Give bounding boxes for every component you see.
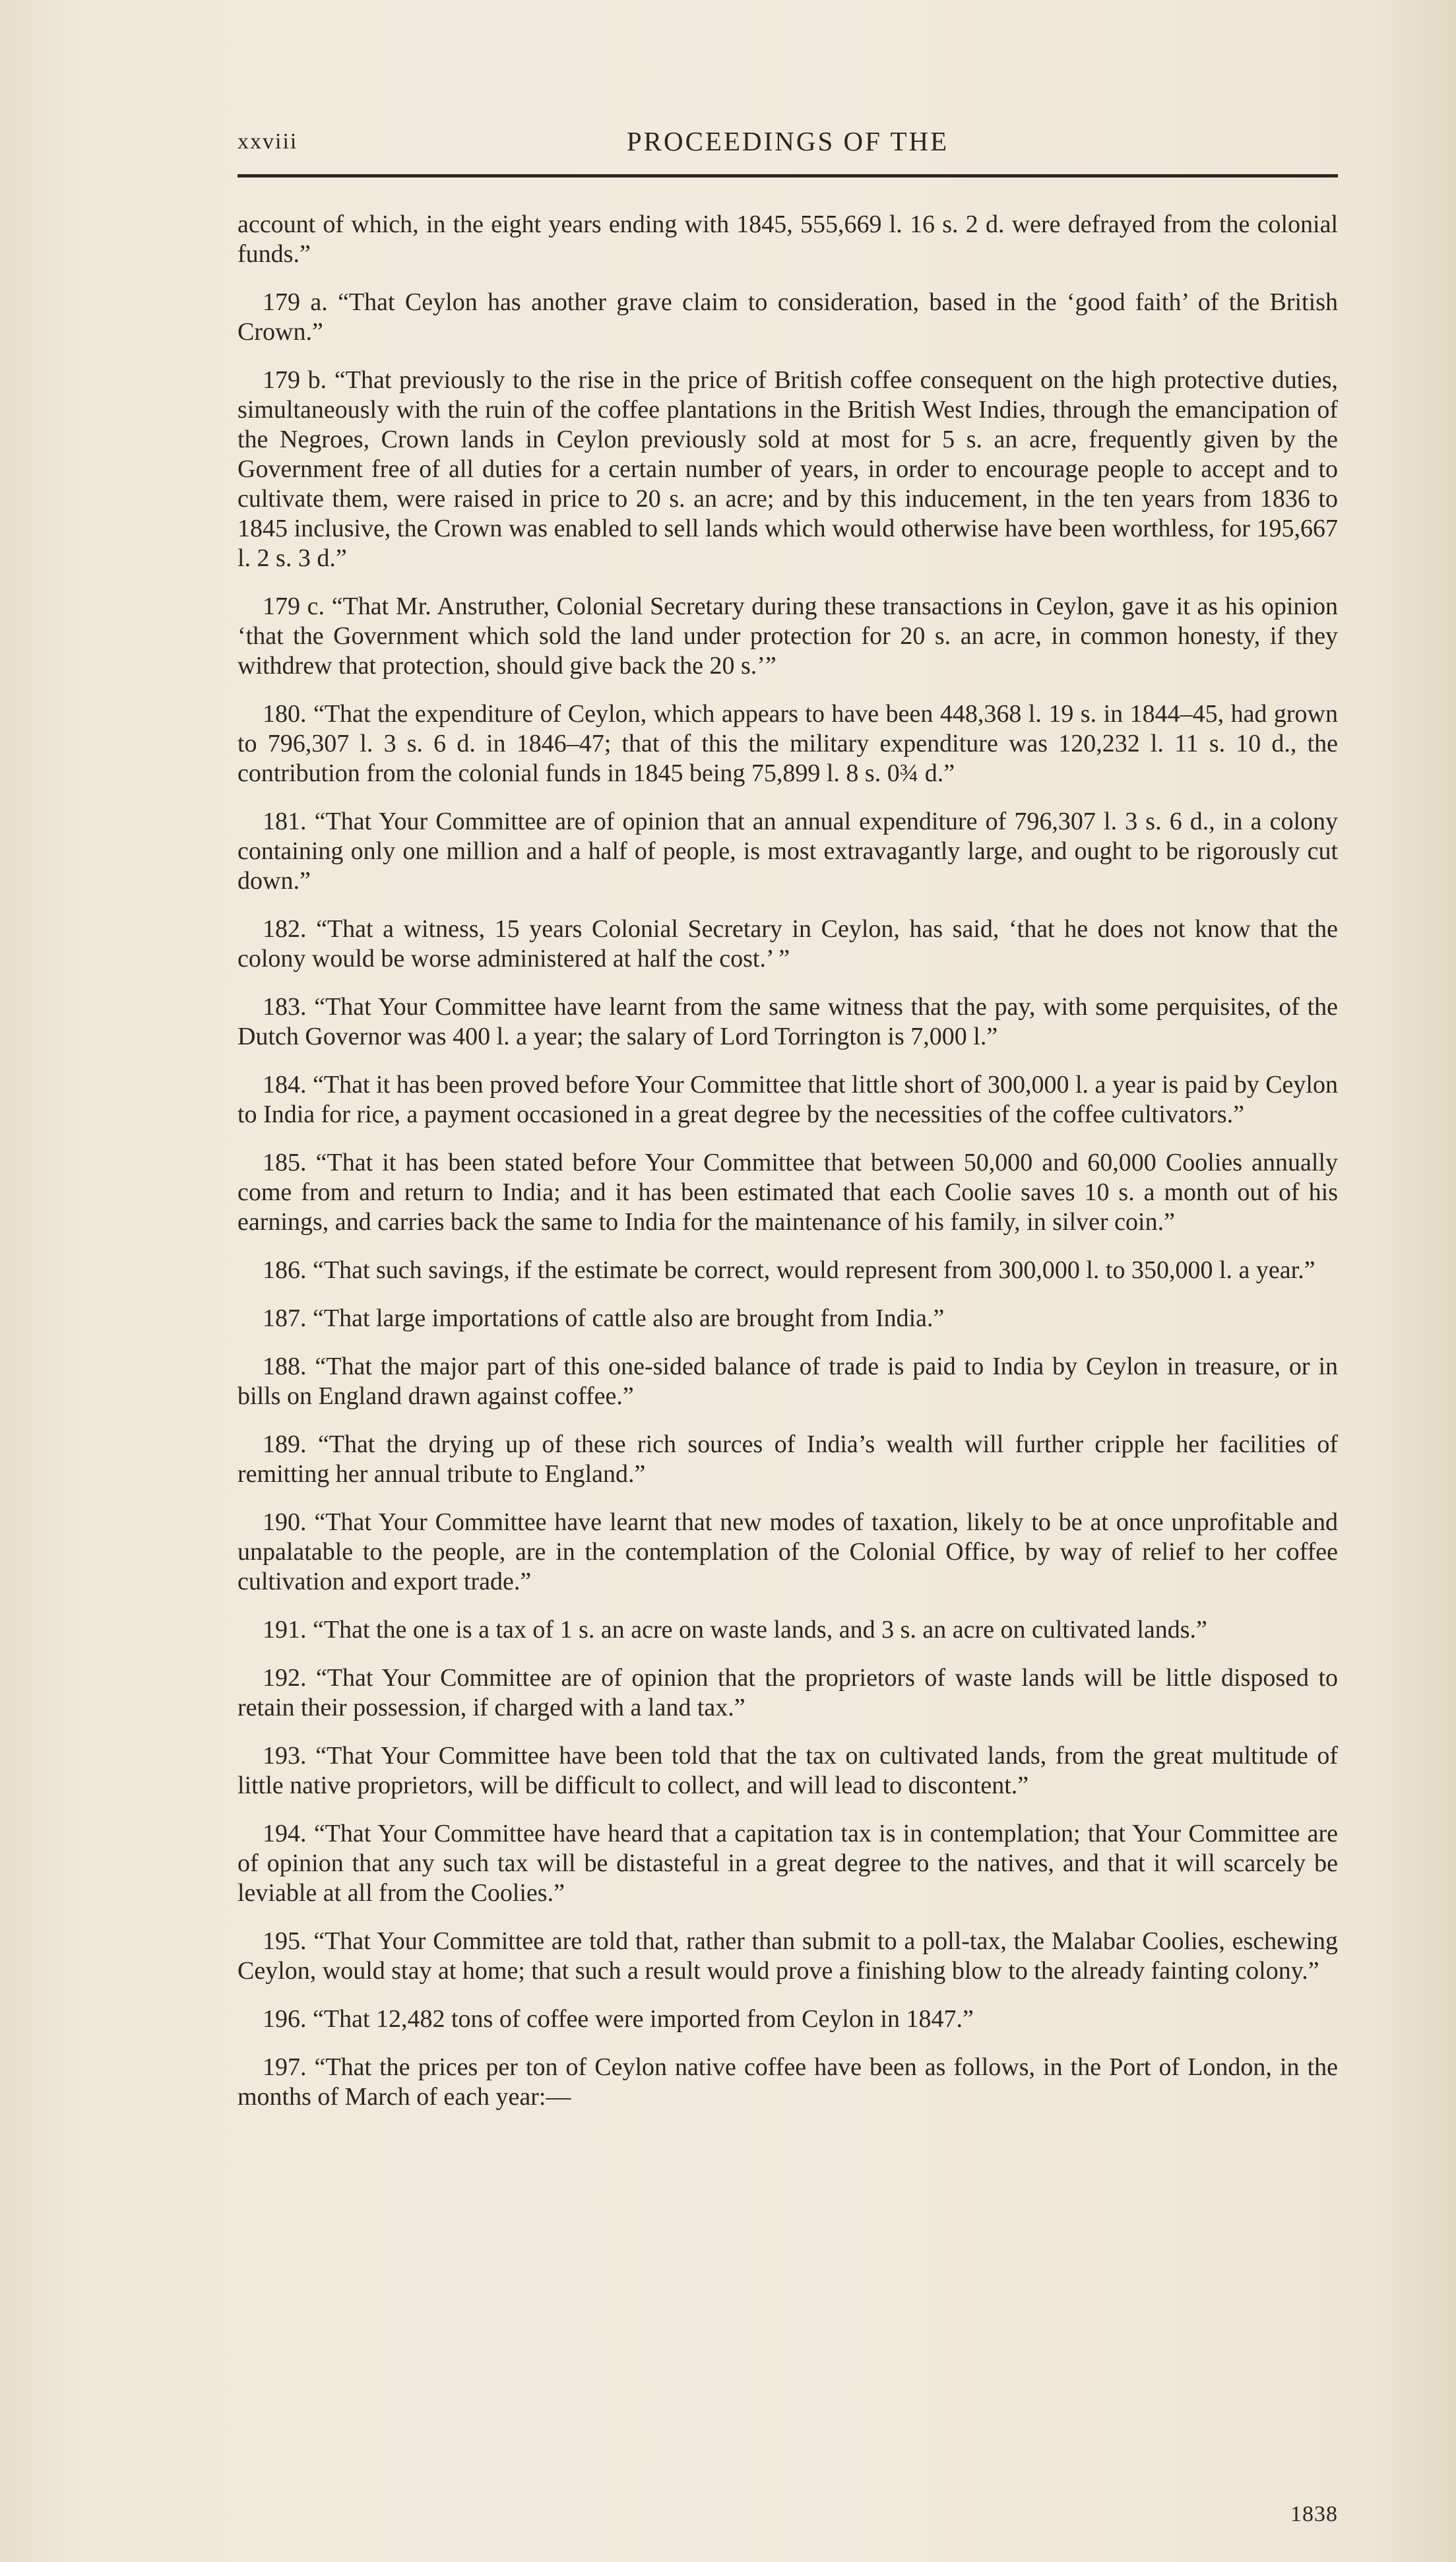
paragraph-194: 194. “That Your Committee have heard that a capitation tax is in contemplation; that Your Committee are of opinion that any such tax will be distasteful in a great degree to the natives, and that it will scarcely be leviable at all from the Coolies.” bbox=[237, 1820, 1338, 1907]
paragraph-180: 180. “That the expenditure of Ceylon, which appears to have been 448,368 l. 19 s. in 1844–45, had grown to 796,307 l. 3 s. 6 d. in 1846–47; that of this the military expenditure was 120,232 l. 11 s. 10 d., the contribution from the colonial funds in 1845 being 75,899 l. 8 s. 0¾ d.” bbox=[237, 700, 1338, 787]
paragraph-193: 193. “That Your Committee have been told that the tax on cultivated lands, from the great multitude of little native proprietors, will be difficult to collect, and will lead to discontent.” bbox=[237, 1742, 1338, 1799]
page-number: xxviii bbox=[237, 129, 298, 154]
running-head: PROCEEDINGS OF THE bbox=[626, 126, 949, 156]
paragraph-196: 196. “That 12,482 tons of coffee were imported from Ceylon in 1847.” bbox=[263, 2005, 974, 2033]
body-text bbox=[237, 210, 1338, 2130]
paragraph-192: 192. “That Your Committee are of opinion that the proprietors of waste lands will be little disposed to retain their possession, if charged with a land tax.” bbox=[237, 1664, 1338, 1721]
paragraph-185: 185. “That it has been stated before Your Committee that between 50,000 and 60,000 Coolies annually come from and return to India; and it has been estimated that each Coolie saves 10 s. a month out of his earnings, and carries back the same to India for the maintenance of his family, in silver coin.” bbox=[237, 1149, 1338, 1236]
paragraph-182: 182. “That a witness, 15 years Colonial Secretary in Ceylon, has said, ‘that he does not know that the colony would be worse administered at half the cost.’ ” bbox=[237, 915, 1338, 973]
paragraph-197: 197. “That the prices per ton of Ceylon native coffee have been as follows, in the Port of London, in the months of March of each year:— bbox=[237, 2053, 1338, 2111]
paragraph-191: 191. “That the one is a tax of 1 s. an acre on waste lands, and 3 s. an acre on cultivated lands.” bbox=[263, 1616, 1207, 1644]
paragraph-179b: 179 b. “That previously to the rise in the price of British coffee consequent on the high protective duties, simultaneously with the ruin of the coffee plantations in the British West Indies, through the emancipation of the Negroes, Crown lands in Ceylon previously sold at most for 5 s. an acre, frequently given by the Government free of all duties for a certain number of years, in order to encourage people to accept and to cultivate them, were raised in price to 20 s. an acre; and by this inducement, in the ten years from 1836 to 1845 inclusive, the Crown was enabled to sell lands which would otherwise have been worthless, for 195,667 l. 2 s. 3 d.” bbox=[237, 366, 1338, 572]
header-rule bbox=[237, 174, 1338, 177]
paragraph-189: 189. “That the drying up of these rich sources of India’s wealth will further cripple her facilities of remitting her annual tribute to England.” bbox=[237, 1430, 1338, 1488]
page-header bbox=[237, 120, 1338, 160]
paragraph-187: 187. “That large importations of cattle also are brought from India.” bbox=[263, 1304, 945, 1332]
paragraph-190: 190. “That Your Committee have learnt that new modes of taxation, likely to be at once unprofitable and unpalatable to the people, are in the contemplation of the Colonial Office, by way of relief to her coffee cultivation and export trade.” bbox=[237, 1508, 1338, 1595]
paragraph-188: 188. “That the major part of this one-sided balance of trade is paid to India by Ceylon in treasure, or in bills on England drawn against coffee.” bbox=[237, 1353, 1338, 1410]
paragraph-179a: 179 a. “That Ceylon has another grave claim to consideration, based in the ‘good faith’ of the British Crown.” bbox=[237, 288, 1338, 346]
paragraph-183: 183. “That Your Committee have learnt from the same witness that the pay, with some perquisites, of the Dutch Governor was 400 l. a year; the salary of Lord Torrington is 7,000 l.” bbox=[237, 993, 1338, 1050]
paragraph-195: 195. “That Your Committee are told that, rather than submit to a poll-tax, the Malabar Coolies, eschewing Ceylon, would stay at home; that such a result would prove a finishing blow to the already fainting colony.” bbox=[237, 1927, 1338, 1985]
catchword: 1838 bbox=[1290, 2502, 1338, 2526]
paragraph-184: 184. “That it has been proved before Your Committee that little short of 300,000 l. a year is paid by Ceylon to India for rice, a payment occasioned in a great degree by the necessities of the coffee cultivators.” bbox=[237, 1071, 1338, 1128]
paragraph-186: 186. “That such savings, if the estimate be correct, would represent from 300,000 l. to 350,000 l. a year.” bbox=[263, 1256, 1315, 1284]
paragraph-continuation: account of which, in the eight years ending with 1845, 555,669 l. 16 s. 2 d. were defrayed from the colonial funds.” bbox=[237, 210, 1338, 268]
paragraph-179c: 179 c. “That Mr. Anstruther, Colonial Secretary during these transactions in Ceylon, gave it as his opinion ‘that the Government which sold the land under protection for 20 s. an acre, in common honesty, if they withdrew that protection, should give back the 20 s.’” bbox=[237, 592, 1338, 680]
paragraph-181: 181. “That Your Committee are of opinion that an annual expenditure of 796,307 l. 3 s. 6 d., in a colony containing only one million and a half of people, is most extravagantly large, and ought to be rigorously cut down.” bbox=[237, 808, 1338, 895]
